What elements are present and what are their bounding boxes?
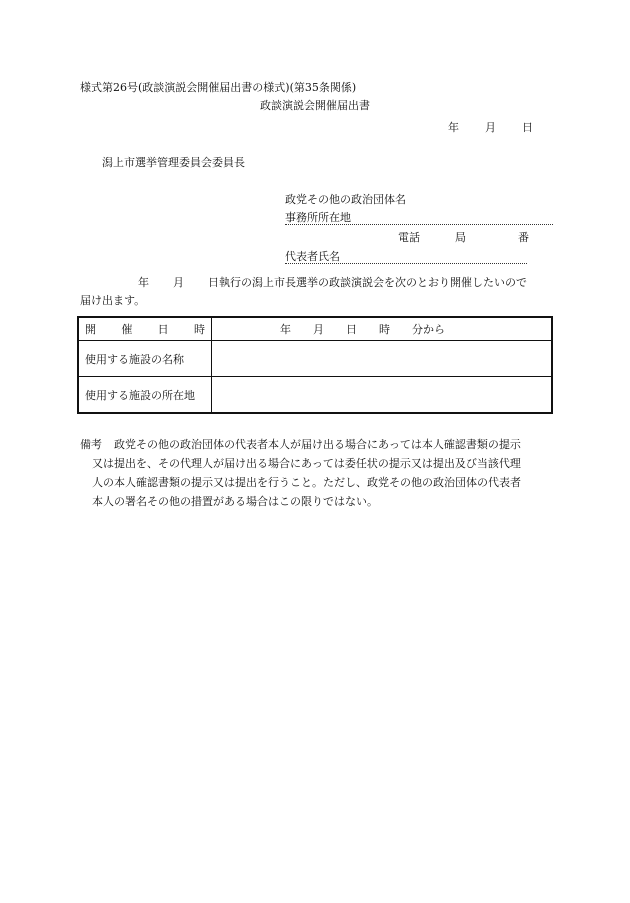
phone-number-label: 番 (518, 231, 529, 244)
table-row-facility-address (78, 377, 552, 414)
representative-label: 代表者氏名 (285, 250, 340, 263)
datetime-label-char: 時 (193, 323, 205, 336)
facility-name-label: 使用する施設の名称 (78, 341, 212, 377)
phone-label: 電話 (398, 231, 420, 244)
facility-address-label: 使用する施設の所在地 (78, 377, 212, 414)
datetime-day: 日 (346, 323, 357, 336)
office-address-label: 事務所所在地 (285, 211, 351, 224)
remarks-line-4: 本人の署名その他の措置がある場合はこの限りではない。 (92, 495, 378, 508)
form-number: 様式第26号(政談演説会開催届出書の様式)(第35条関係) (80, 81, 357, 94)
body-year: 年 (138, 276, 149, 289)
datetime-value-cell[interactable] (212, 317, 553, 341)
remarks-heading: 備考 (80, 438, 102, 451)
remarks-line-1: 政党その他の政治団体の代表者本人が届け出る場合にあっては本人確認書類の提示 (114, 438, 521, 451)
document-title: 政談演説会開催届出書 (260, 99, 370, 112)
table-row-facility-name (78, 341, 552, 377)
date-day: 日 (522, 121, 533, 134)
datetime-label-char: 催 (121, 323, 133, 336)
datetime-minute: 分から (412, 323, 445, 336)
body-line-1 (80, 274, 552, 292)
remarks (80, 435, 556, 511)
facility-address-value[interactable] (212, 377, 553, 414)
org-name-label: 政党その他の政治団体名 (285, 193, 406, 206)
body-month: 月 (173, 276, 184, 289)
datetime-label-char: 日 (157, 323, 169, 336)
body-rest: 日執行の潟上市長選挙の政談演説会を次のとおり開催したいので (208, 276, 527, 289)
submission-date (448, 122, 533, 133)
datetime-label-char: 開 (85, 323, 96, 336)
representative-field (285, 251, 527, 264)
addressee: 潟上市選挙管理委員会委員長 (102, 156, 245, 169)
remarks-line-2: 又は提出を、その代理人が届け出る場合にあっては委任状の提示又は提出及び当該代理 (92, 457, 521, 470)
datetime-hour: 時 (379, 323, 390, 336)
datetime-label-cell (78, 317, 212, 341)
datetime-year: 年 (280, 323, 291, 336)
phone-exchange-label: 局 (455, 231, 466, 244)
body-line-2: 届け出ます。 (80, 294, 146, 307)
date-month: 月 (485, 121, 496, 134)
date-year: 年 (448, 121, 459, 134)
table-row-datetime (78, 317, 552, 341)
remarks-line-3: 人の本人確認書類の提示又は提出を行うこと。ただし、政党その他の政治団体の代表者 (92, 476, 521, 489)
body-text (80, 274, 552, 310)
office-address-field (285, 212, 553, 225)
phone-line (398, 232, 529, 243)
event-info-table (77, 316, 553, 414)
datetime-month: 月 (313, 323, 324, 336)
facility-name-value[interactable] (212, 341, 553, 377)
